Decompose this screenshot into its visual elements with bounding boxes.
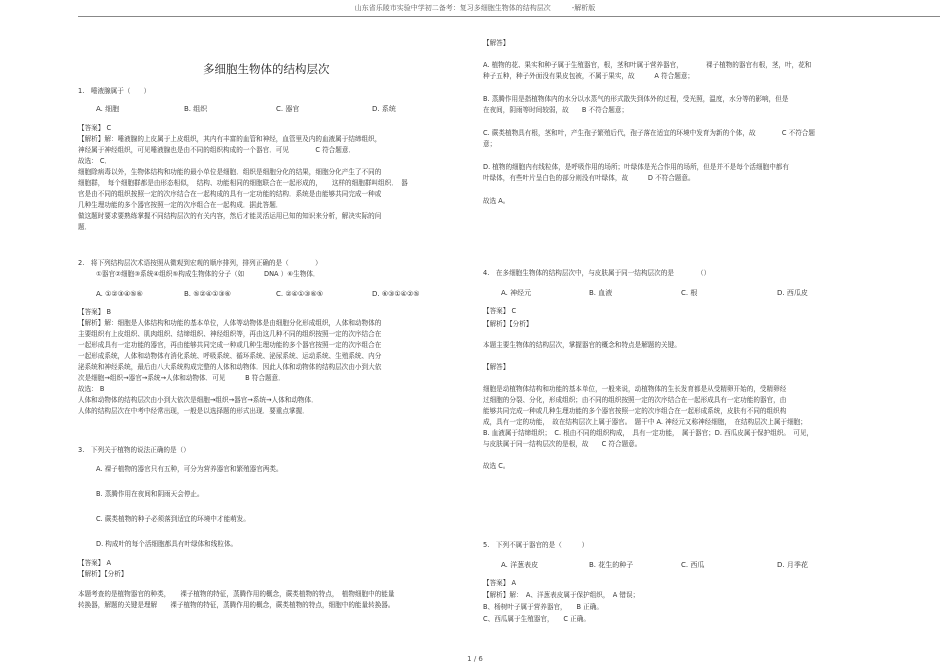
question-2-stem-items: ①器官②细胞③系统④组织⑤构成生物体的分子（如 DNA ）⑥生物体． (96, 270, 320, 278)
question-2-options (96, 289, 420, 300)
option-d: D. ⑥③①④②⑤ (372, 290, 420, 298)
question-1-options (96, 104, 396, 115)
option-b: B. 组织 (184, 105, 208, 113)
answer-tag: 【解答】 (483, 39, 510, 47)
question-1-answer: 【答案】 C (78, 124, 112, 132)
explain-b-line: 在夜间，阴雨等时间较弱，故 B 不符合题意； (483, 106, 629, 114)
q2-analysis-line: 主要组织有上皮组织、肌肉组织、结缔组织、神经组织等，再由这几种不同的组织按照一定的次序结合在 (78, 330, 382, 338)
option-d: D. 系统 (372, 105, 396, 113)
page-header: 山东省乐陵市实验中学初二备考：复习多细胞生物体的结构层次 -解析版 (354, 4, 596, 12)
option-b: B. 花生的种子 (589, 561, 634, 569)
explain-d-line: 叶绿体，有些叶片呈白色的部分则没有叶绿体，故 D 不符合题意。 (483, 174, 695, 182)
question-2-answer: 【答案】 B (78, 308, 111, 316)
q4-analysis-tag: 【解析】【分析】 (483, 320, 533, 328)
q4-explain-line: 成，具有一定的功能， 故在结构层次上属于器官。 题干中 A. 神经元又称神经细胞， 在结构层次上属于细胞； (483, 418, 807, 426)
question-5-stem: 5. 下列不属于器官的是（ ） (483, 541, 589, 549)
q3-analysis-line: 本题考查的是植物器官的种类， 裸子植物的特征，蒸腾作用的概念，蕨类植物的特点， 植物细胞中的能量 (78, 590, 395, 598)
explain-a-line: A. 植物的花、果实和种子属于生殖器官，根，茎和叶属于营养器官， 裸子植物的器官有根，茎，叶，花和 (483, 61, 812, 69)
option-b: B. 血液 (589, 289, 613, 297)
explain-b-line: B. 蒸腾作用是指植物体内的水分以水蒸气的形式散失到体外的过程，受光照，温度，水分等的影响，但是 (483, 95, 789, 103)
option-c: C. 蕨类植物的种子必须落到适宜的环境中才能萌发。 (96, 515, 250, 523)
question-1-stem: 1. 唾液腺属于（ ） (78, 87, 151, 95)
question-5-options (501, 560, 808, 571)
option-c: C. 根 (681, 289, 698, 297)
option-b: B. ⑤②④①③⑥ (184, 290, 231, 298)
q1-analysis-line: 官是由不同的组织按照一定的次序结合在一起构成的具有一定功能的结构．系统是由能够共同完成一种或 (78, 190, 382, 198)
q1-analysis-line: 【解析】解：唾液腺的上皮属于上皮组织，其内有丰富的血管和神经，血管里及内的血液属于结缔组织， (78, 135, 382, 143)
explain-d-line: D. 植物的细胞内有线粒体，是呼吸作用的场所；叶绿体是光合作用的场所，但是并不是每个活细胞中都有 (483, 163, 789, 171)
q4-explain-line: 与皮肤属于同一结构层次的是根，故 C 符合题意。 (483, 440, 642, 448)
question-4-answer: 【答案】 C (483, 307, 517, 315)
q5-analysis-line: 【解析】解： A、洋葱表皮属于保护组织， A 错误； (483, 591, 640, 599)
option-b: B. 蒸腾作用在夜间和阴雨天会停止。 (96, 490, 204, 498)
option-a: A. 洋葱表皮 (501, 561, 539, 569)
q5-analysis-line: C、西瓜属于生殖器官， C 正确。 (483, 615, 590, 623)
q4-choice: 故选 C。 (483, 462, 510, 470)
option-d: D. 西瓜皮 (777, 289, 808, 297)
page-number: 1 / 6 (467, 655, 483, 663)
q2-analysis-line: 泌系统和神经系统，最后由八大系统构成完整的人体和动物体．因此人体和动物体的结构层次由小到大依 (78, 363, 382, 371)
option-a: A. ①②③④⑤⑥ (96, 290, 143, 298)
q2-analysis-line: 次是细胞→组织→器官→系统→人体和动物体．可见 B 符合题意． (78, 374, 285, 382)
q3-analysis-line: 转换器，解题的关键是理解 裸子植物的特征，蒸腾作用的概念，蕨类植物的特点，细胞中的能量转换器。 (78, 601, 395, 609)
option-c: C. 西瓜 (681, 561, 705, 569)
q4-analysis-line: 本题主要生物体的结构层次，掌握器官的概念和特点是解题的关键。 (483, 341, 681, 349)
question-2-stem: 2. 将下列结构层次术语按照从微观到宏观的顺序排列，排列正确的是（ ） (78, 259, 322, 267)
q1-analysis-line: 神经属于神经组织，可见唾液腺也是由不同的组织构成的一个器官．可见 C 符合题意． (78, 146, 356, 154)
q4-explain-line: 能够共同完成一种或几种生理功能的多个器官按照一定的次序组合在一起形成系统，皮肤有不同的组织构 (483, 407, 787, 415)
q1-analysis-line: 题． (78, 223, 92, 231)
q1-analysis-line: 故选： C． (78, 157, 112, 165)
q1-analysis-line: 细胞群， 每个细胞群都是由形态相似， 结构、功能相同的细胞联合在一起形成的， 这样的细胞群叫组织． 器 (78, 179, 408, 187)
q1-analysis-line: 做这题时要求要熟练掌握不同结构层次的有关内容，然后才能灵活运用已知的知识来分析，解决实际的问 (78, 212, 382, 220)
document-title: 多细胞生物体的结构层次 (203, 62, 330, 76)
q5-analysis-line: B、杨树叶子属于营养器官， B 正确。 (483, 603, 603, 611)
q4-explain-line: 过细胞的分裂、分化，形成组织；由不同的组织按照一定的次序结合在一起形成具有一定功能的器官，由 (483, 396, 787, 404)
explain-c-line: 意； (483, 140, 497, 148)
option-a: A. 细胞 (96, 105, 120, 113)
question-4-stem: 4. 在多细胞生物体的结构层次中，与皮肤属于同一结构层次的是 （） (483, 269, 711, 277)
option-d: D. 月季花 (777, 561, 808, 569)
q1-analysis-line: 细胞除病毒以外，生物体结构和功能的最小单位是细胞．组织是细胞分化的结果，细胞分化产生了不同的 (78, 168, 382, 176)
option-c: C. ②④①③⑥⑤ (276, 290, 323, 298)
q2-analysis-line: 【解析】解：细胞是人体结构和功能的基本单位，人体等动物体是由细胞分化形成组织，人体和动物体的 (78, 319, 382, 327)
option-a: A. 神经元 (501, 289, 532, 297)
question-5-answer: 【答案】 A (483, 579, 516, 587)
question-3-stem: 3. 下列关于植物的说法正确的是（） (78, 446, 190, 454)
explain-c-line: C. 蕨类植物具有根，茎和叶，产生孢子繁殖后代，孢子落在适宜的环境中发育为新的个体，故 C 不符合题 (483, 129, 815, 137)
q2-analysis-line: 人体的结构层次在中考中经常出现，一般是以选择题的形式出现．要重点掌握． (78, 407, 309, 415)
q4-explain-tag: 【解答】 (483, 363, 510, 371)
explain-a-line: 种子五种，种子外面没有果皮包被，不属于果实，故 A 符合题意； (483, 72, 695, 80)
q2-analysis-line: 故选： B (78, 385, 105, 393)
question-3-answer: 【答案】 A (78, 559, 111, 567)
q4-explain-line: 细胞是动植物体结构和功能的基本单位，一般来说，动植物体的生长发育都是从受精卵开始的，受精卵经 (483, 385, 787, 393)
q2-analysis-line: 一起形成系统，人体和动物体有消化系统、呼吸系统、循环系统、泌尿系统、运动系统、生殖系统、内分 (78, 352, 382, 360)
q2-analysis-line: 一起形成具有一定功能的器官，再由能够共同完成一种或几种生理功能的多个器官按照一定的次序组合在 (78, 341, 382, 349)
option-d: D. 构成叶的每个活细胞都具有叶绿体和线粒体。 (96, 540, 238, 548)
choice-statement: 故选 A。 (483, 197, 510, 205)
header-rule (78, 16, 940, 17)
q3-analysis-tag: 【解析】【分析】 (78, 570, 128, 578)
q4-explain-line: B. 血液属于结缔组织； C. 根由不同的组织构成， 具有一定功能， 属于器官；D. 西瓜皮属于保护组织。 可见， (483, 429, 814, 437)
option-a: A. 裸子植物的器官只有五种，可分为营养器官和繁殖器官两类。 (96, 465, 283, 473)
question-4-options (501, 288, 808, 299)
option-c: C. 器官 (276, 105, 300, 113)
q1-analysis-line: 几种生理功能的多个器官按照一定的次序组合在一起构成．据此答题． (78, 201, 283, 209)
q2-analysis-line: 人体和动物体的结构层次由小到大依次是细胞→组织→器官→系统→人体和动物体． (78, 396, 318, 404)
